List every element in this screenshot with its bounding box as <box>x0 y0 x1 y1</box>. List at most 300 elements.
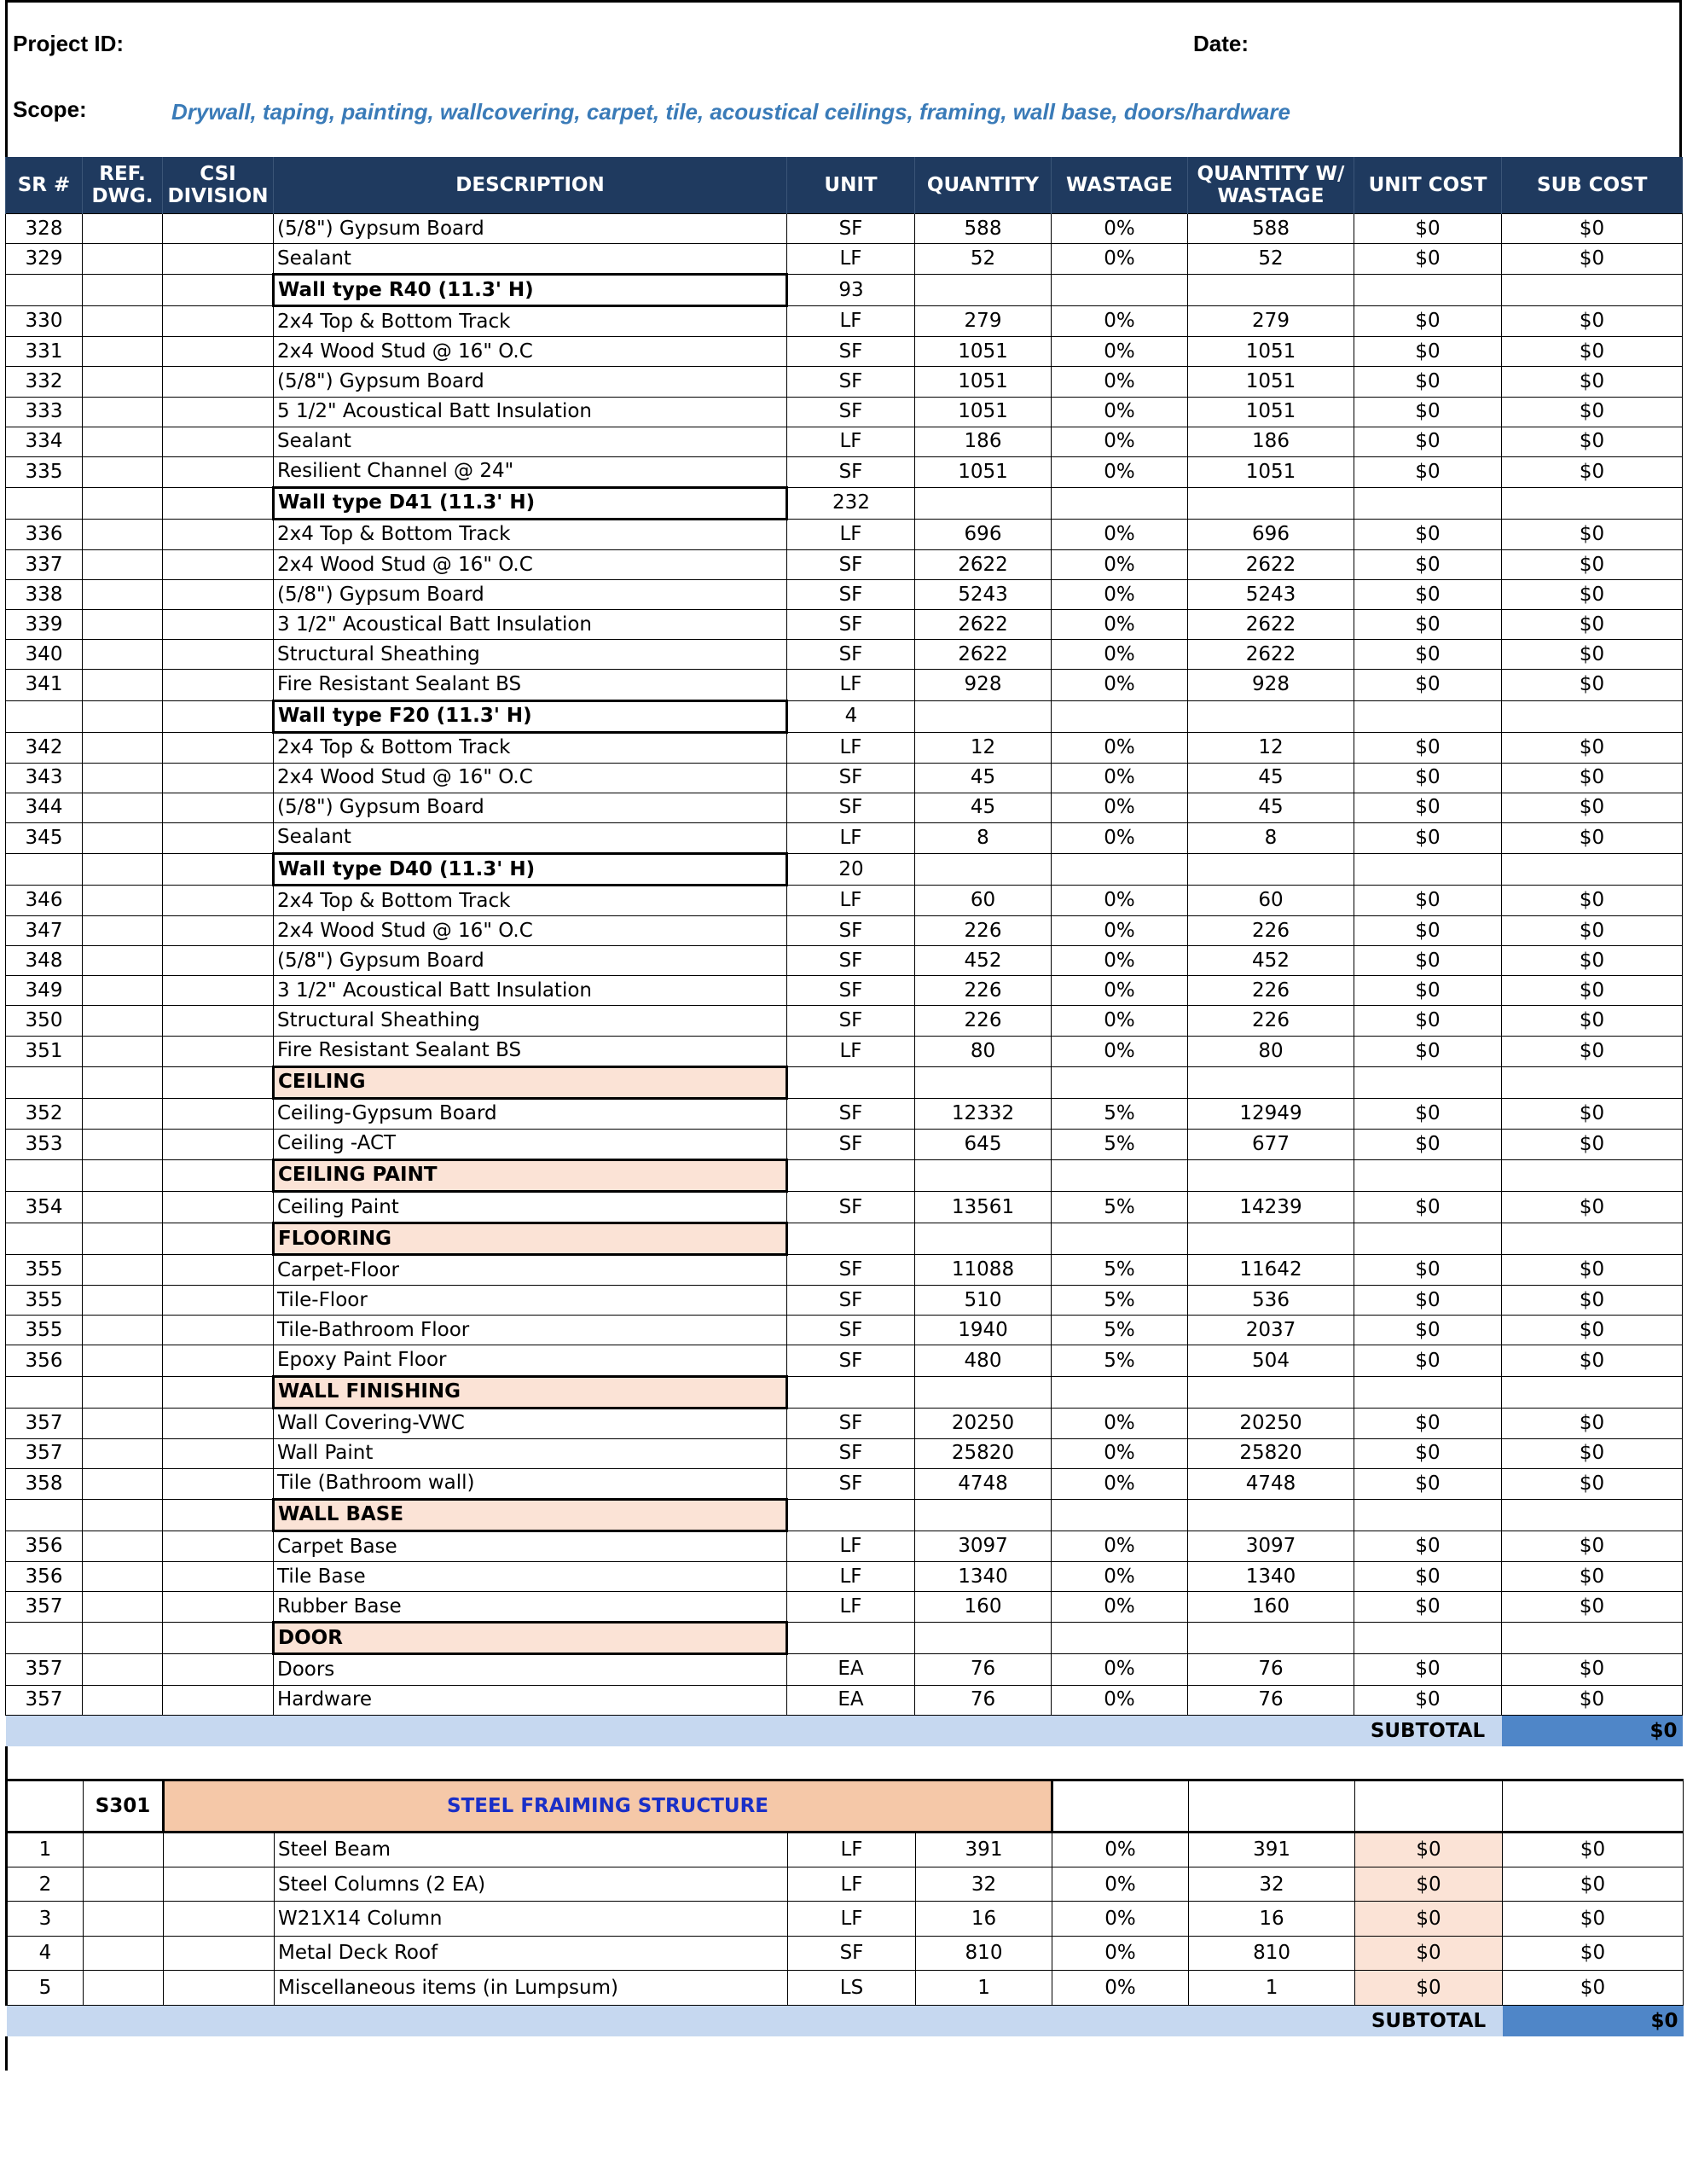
csi-cell <box>163 1066 274 1098</box>
unit-cell: LF <box>787 822 915 853</box>
table-row <box>6 793 1683 822</box>
ref-dwg-cell <box>83 427 163 456</box>
empty-cell <box>1052 275 1188 306</box>
table-row <box>6 1286 1683 1316</box>
quantity-with-wastage-cell: 2622 <box>1188 550 1354 580</box>
sr-cell: 333 <box>6 397 83 427</box>
ref-dwg-cell <box>83 337 163 367</box>
table-row <box>6 306 1683 337</box>
ref-dwg-cell <box>83 1066 163 1098</box>
quantity-cell: 2622 <box>915 550 1052 580</box>
description-cell: Epoxy Paint Floor <box>274 1345 787 1376</box>
description-cell: Carpet Base <box>274 1531 787 1562</box>
quantity-cell: 928 <box>915 670 1052 700</box>
wastage-cell: 0% <box>1052 886 1188 916</box>
unit-cell: SF <box>787 1098 915 1129</box>
sr-cell: 353 <box>6 1129 83 1159</box>
unit-cost-cell: $0 <box>1354 732 1502 763</box>
quantity-with-wastage-cell: 25820 <box>1188 1438 1354 1468</box>
section-label: CEILING <box>274 1066 787 1098</box>
quantity-cell: 11088 <box>915 1255 1052 1286</box>
table-row <box>6 610 1683 640</box>
empty-cell <box>1188 1223 1354 1255</box>
table-row <box>6 1562 1683 1592</box>
ref-dwg-cell <box>84 1832 164 1867</box>
sr-cell <box>6 1159 83 1191</box>
wall-type-row <box>6 700 1683 732</box>
table-row <box>6 397 1683 427</box>
sub-cost-cell: $0 <box>1503 1867 1684 1901</box>
unit-cell: SF <box>787 793 915 822</box>
description-cell: Sealant <box>274 427 787 456</box>
quantity-with-wastage-cell: 1 <box>1189 1971 1355 2005</box>
sr-cell: 356 <box>6 1345 83 1376</box>
wall-length-cell: 232 <box>787 487 915 519</box>
steel-section-title: STEEL FRAIMING STRUCTURE <box>164 1780 1052 1832</box>
quantity-with-wastage-cell: 76 <box>1188 1654 1354 1685</box>
sr-cell <box>6 1223 83 1255</box>
quantity-cell: 32 <box>916 1867 1052 1901</box>
wastage-cell: 0% <box>1052 1408 1188 1438</box>
col-description: DESCRIPTION <box>274 157 787 214</box>
unit-cell: LF <box>788 1902 916 1936</box>
quantity-cell: 510 <box>915 1286 1052 1316</box>
sub-cost-cell: $0 <box>1503 1902 1684 1936</box>
col-csi-division: CSI DIVISION <box>163 157 274 214</box>
col-ref-dwg: REF. DWG. <box>83 157 163 214</box>
ref-dwg-cell <box>83 610 163 640</box>
table-row <box>6 1255 1683 1286</box>
empty-cell <box>1188 1066 1354 1098</box>
unit-cost-cell: $0 <box>1354 1036 1502 1066</box>
unit-cell: LF <box>787 1036 915 1066</box>
unit-cost-cell: $0 <box>1354 1286 1502 1316</box>
ref-dwg-cell <box>83 1685 163 1715</box>
unit-cell: SF <box>787 397 915 427</box>
unit-cost-cell: $0 <box>1354 976 1502 1006</box>
wall-length-cell <box>787 1066 915 1098</box>
quantity-with-wastage-cell: 160 <box>1188 1592 1354 1623</box>
sr-cell: 346 <box>6 886 83 916</box>
empty-cell <box>1052 853 1188 885</box>
description-cell: Miscellaneous items (in Lumpsum) <box>275 1971 788 2005</box>
description-cell: Structural Sheathing <box>274 640 787 670</box>
sr-cell: 337 <box>6 550 83 580</box>
wastage-cell: 0% <box>1052 306 1188 337</box>
empty-cell <box>1502 275 1683 306</box>
sr-cell: 355 <box>6 1316 83 1345</box>
csi-cell <box>163 1408 274 1438</box>
empty-cell <box>1052 1623 1188 1654</box>
quantity-with-wastage-cell: 32 <box>1189 1867 1355 1901</box>
csi-cell <box>164 1971 275 2005</box>
unit-cell: SF <box>787 1468 915 1499</box>
unit-cost-cell: $0 <box>1354 214 1502 244</box>
unit-cell: SF <box>787 916 915 946</box>
unit-cell: SF <box>787 1006 915 1036</box>
csi-cell <box>164 1832 275 1867</box>
quantity-with-wastage-cell: 677 <box>1188 1129 1354 1159</box>
wastage-cell: 0% <box>1052 244 1188 275</box>
sub-cost-cell: $0 <box>1502 1654 1683 1685</box>
sr-cell <box>6 1499 83 1531</box>
sub-cost-cell: $0 <box>1502 1592 1683 1623</box>
ref-dwg-cell <box>83 1438 163 1468</box>
description-cell: Fire Resistant Sealant BS <box>274 1036 787 1066</box>
unit-cell: SF <box>787 1255 915 1286</box>
ref-dwg-cell <box>83 275 163 306</box>
quantity-cell: 16 <box>916 1902 1052 1936</box>
description-cell: (5/8") Gypsum Board <box>274 580 787 610</box>
unit-cost-cell: $0 <box>1354 1592 1502 1623</box>
ref-dwg-cell <box>83 1408 163 1438</box>
empty-cell <box>1052 700 1188 732</box>
section-label: WALL BASE <box>274 1499 787 1531</box>
quantity-cell: 8 <box>915 822 1052 853</box>
csi-cell <box>163 1192 274 1223</box>
description-cell: Wall Paint <box>274 1438 787 1468</box>
quantity-cell: 452 <box>915 946 1052 976</box>
wall-length-cell <box>787 1159 915 1191</box>
quantity-cell: 1051 <box>915 337 1052 367</box>
description-cell: Steel Beam <box>275 1832 788 1867</box>
unit-cost-cell: $0 <box>1354 337 1502 367</box>
unit-cost-cell: $0 <box>1355 1867 1503 1901</box>
sr-cell: 357 <box>6 1408 83 1438</box>
quantity-cell: 13561 <box>915 1192 1052 1223</box>
ref-dwg-cell <box>83 244 163 275</box>
quantity-with-wastage-cell: 20250 <box>1188 1408 1354 1438</box>
empty-cell <box>1354 1223 1502 1255</box>
table-row <box>6 427 1683 456</box>
unit-cell: SF <box>787 214 915 244</box>
quantity-cell: 5243 <box>915 580 1052 610</box>
unit-cell: LF <box>787 1531 915 1562</box>
quantity-cell: 12 <box>915 732 1052 763</box>
csi-cell <box>163 244 274 275</box>
sub-cost-cell: $0 <box>1502 822 1683 853</box>
ref-dwg-cell <box>83 916 163 946</box>
ref-dwg-cell <box>83 976 163 1006</box>
wastage-cell: 0% <box>1052 793 1188 822</box>
wastage-cell: 0% <box>1052 580 1188 610</box>
ref-dwg-cell <box>83 1623 163 1654</box>
ref-dwg-cell <box>83 456 163 487</box>
wastage-cell: 0% <box>1052 1936 1189 1970</box>
quantity-with-wastage-cell: 12949 <box>1188 1098 1354 1129</box>
quantity-cell: 4748 <box>915 1468 1052 1499</box>
unit-cell: SF <box>787 1192 915 1223</box>
unit-cell: LF <box>787 670 915 700</box>
col-wastage: WASTAGE <box>1052 157 1188 214</box>
csi-cell <box>163 337 274 367</box>
csi-cell <box>163 1592 274 1623</box>
ref-dwg-cell <box>83 700 163 732</box>
scope-value: Drywall, taping, painting, wallcovering, carpet, tile, acoustical ceilings, framing, wall base, doors/hardware <box>171 99 1290 125</box>
empty-cell <box>1052 1223 1188 1255</box>
ref-dwg-cell <box>84 1902 164 1936</box>
description-cell: Tile (Bathroom wall) <box>274 1468 787 1499</box>
sr-cell: 357 <box>6 1592 83 1623</box>
quantity-with-wastage-cell: 588 <box>1188 214 1354 244</box>
sr-cell: 355 <box>6 1286 83 1316</box>
csi-cell <box>163 456 274 487</box>
ref-dwg-cell <box>83 1316 163 1345</box>
unit-cost-cell: $0 <box>1354 1438 1502 1468</box>
section-label: DOOR <box>274 1623 787 1654</box>
description-cell: Carpet-Floor <box>274 1255 787 1286</box>
sr-cell: 328 <box>6 214 83 244</box>
ref-dwg-cell <box>83 1531 163 1562</box>
sub-cost-cell: $0 <box>1502 519 1683 549</box>
quantity-cell: 696 <box>915 519 1052 549</box>
sr-cell <box>6 853 83 885</box>
table-row <box>6 946 1683 976</box>
sr-cell <box>6 700 83 732</box>
description-cell: 2x4 Top & Bottom Track <box>274 519 787 549</box>
description-cell: Structural Sheathing <box>274 1006 787 1036</box>
sr-cell: 340 <box>6 640 83 670</box>
csi-cell <box>163 1255 274 1286</box>
sr-cell: 347 <box>6 916 83 946</box>
csi-cell <box>163 1316 274 1345</box>
quantity-with-wastage-cell: 696 <box>1188 519 1354 549</box>
empty-cell <box>915 275 1052 306</box>
empty-cell <box>915 1223 1052 1255</box>
empty-cell <box>1052 487 1188 519</box>
sub-cost-cell: $0 <box>1502 1036 1683 1066</box>
ref-dwg-cell <box>83 397 163 427</box>
quantity-with-wastage-cell: 1051 <box>1188 456 1354 487</box>
sub-cost-cell: $0 <box>1502 306 1683 337</box>
quantity-cell: 2622 <box>915 610 1052 640</box>
sub-cost-cell: $0 <box>1502 976 1683 1006</box>
unit-cell: SF <box>787 1438 915 1468</box>
sub-cost-cell: $0 <box>1502 1345 1683 1376</box>
description-cell: Metal Deck Roof <box>275 1936 788 1970</box>
ref-dwg-cell <box>83 1036 163 1066</box>
unit-cost-cell: $0 <box>1354 1098 1502 1129</box>
steel-row <box>7 1832 1684 1867</box>
quantity-with-wastage-cell: 1051 <box>1188 367 1354 397</box>
quantity-with-wastage-cell: 536 <box>1188 1286 1354 1316</box>
description-cell: 3 1/2" Acoustical Batt Insulation <box>274 976 787 1006</box>
unit-cost-cell: $0 <box>1354 1654 1502 1685</box>
csi-cell <box>163 1006 274 1036</box>
quantity-with-wastage-cell: 12 <box>1188 732 1354 763</box>
wastage-cell: 5% <box>1052 1098 1188 1129</box>
wall-length-cell <box>787 1376 915 1408</box>
empty-cell <box>1502 1376 1683 1408</box>
empty-cell <box>1188 1376 1354 1408</box>
steel-rows <box>7 1780 1684 2005</box>
unit-cell: SF <box>787 1286 915 1316</box>
csi-cell <box>163 763 274 793</box>
unit-cell: LF <box>787 1592 915 1623</box>
section-header-row <box>6 1223 1683 1255</box>
unit-cost-cell: $0 <box>1354 640 1502 670</box>
sub-cost-cell: $0 <box>1502 550 1683 580</box>
unit-cost-cell: $0 <box>1354 610 1502 640</box>
quantity-cell: 1051 <box>915 397 1052 427</box>
empty-cell <box>1354 1499 1502 1531</box>
wastage-cell: 0% <box>1052 976 1188 1006</box>
quantity-with-wastage-cell: 3097 <box>1188 1531 1354 1562</box>
unit-cost-cell: $0 <box>1354 519 1502 549</box>
quantity-cell: 80 <box>915 1036 1052 1066</box>
wall-type-row <box>6 275 1683 306</box>
sub-cost-cell: $0 <box>1502 1192 1683 1223</box>
sub-cost-cell: $0 <box>1502 1408 1683 1438</box>
csi-cell <box>163 670 274 700</box>
quantity-with-wastage-cell: 1340 <box>1188 1562 1354 1592</box>
csi-cell <box>164 1867 275 1901</box>
ref-dwg-cell <box>83 670 163 700</box>
col-quantity: QUANTITY <box>915 157 1052 214</box>
sub-cost-cell: $0 <box>1502 1006 1683 1036</box>
ref-dwg-cell <box>83 1376 163 1408</box>
ref-dwg-cell <box>83 732 163 763</box>
quantity-cell: 226 <box>915 1006 1052 1036</box>
csi-cell <box>163 1438 274 1468</box>
sr-cell: 354 <box>6 1192 83 1223</box>
unit-cost-cell: $0 <box>1354 916 1502 946</box>
sr-cell: 334 <box>6 427 83 456</box>
unit-cost-cell: $0 <box>1354 946 1502 976</box>
unit-cell: SF <box>788 1936 916 1970</box>
quantity-cell: 20250 <box>915 1408 1052 1438</box>
csi-cell <box>163 306 274 337</box>
sub-cost-cell: $0 <box>1502 1255 1683 1286</box>
table-row <box>6 1438 1683 1468</box>
wall-length-cell <box>787 1499 915 1531</box>
unit-cost-cell: $0 <box>1354 367 1502 397</box>
quantity-with-wastage-cell: 1051 <box>1188 337 1354 367</box>
section-header-row <box>6 1499 1683 1531</box>
wastage-cell: 0% <box>1052 1971 1189 2005</box>
table-row <box>6 1408 1683 1438</box>
unit-cell: SF <box>787 1129 915 1159</box>
unit-cost-cell: $0 <box>1354 763 1502 793</box>
ref-dwg-cell <box>83 1345 163 1376</box>
quantity-cell: 279 <box>915 306 1052 337</box>
quantity-with-wastage-cell: 186 <box>1188 427 1354 456</box>
subtotal-label: SUBTOTAL <box>1354 1715 1502 1746</box>
unit-cost-cell: $0 <box>1354 397 1502 427</box>
sr-cell: 3 <box>7 1902 84 1936</box>
estimate-rows <box>6 214 1683 1716</box>
empty-cell <box>915 1376 1052 1408</box>
ref-dwg-cell <box>83 306 163 337</box>
sub-cost-cell: $0 <box>1502 670 1683 700</box>
unit-cost-cell: $0 <box>1355 1936 1503 1970</box>
ref-dwg-cell <box>83 1562 163 1592</box>
quantity-cell: 160 <box>915 1592 1052 1623</box>
wastage-cell: 5% <box>1052 1129 1188 1159</box>
table-row <box>6 1036 1683 1066</box>
empty-cell <box>1354 487 1502 519</box>
ref-dwg-cell <box>83 487 163 519</box>
section-header-row <box>6 1623 1683 1654</box>
sr-cell <box>6 1376 83 1408</box>
unit-cell: LF <box>788 1832 916 1867</box>
sub-cost-cell: $0 <box>1502 793 1683 822</box>
unit-cost-cell: $0 <box>1354 306 1502 337</box>
quantity-cell: 588 <box>915 214 1052 244</box>
empty-cell <box>1502 1623 1683 1654</box>
csi-cell <box>163 580 274 610</box>
csi-cell <box>163 1499 274 1531</box>
estimate-sheet <box>5 0 1682 2071</box>
quantity-cell: 45 <box>915 793 1052 822</box>
sr-cell: 357 <box>6 1438 83 1468</box>
wastage-cell: 0% <box>1052 1006 1188 1036</box>
sub-cost-cell: $0 <box>1502 1438 1683 1468</box>
unit-cell: SF <box>787 640 915 670</box>
section-header-row <box>6 1376 1683 1408</box>
steel-title-row <box>7 1780 1684 1832</box>
sr-cell: 336 <box>6 519 83 549</box>
csi-cell <box>163 550 274 580</box>
csi-cell <box>163 946 274 976</box>
subtotal-row <box>6 1715 1683 1746</box>
empty-cell <box>1502 1499 1683 1531</box>
description-cell: Wall Covering-VWC <box>274 1408 787 1438</box>
section-label: CEILING PAINT <box>274 1159 787 1191</box>
wastage-cell: 0% <box>1052 732 1188 763</box>
table-row <box>6 640 1683 670</box>
sr-cell: 358 <box>6 1468 83 1499</box>
unit-cost-cell: $0 <box>1354 1685 1502 1715</box>
unit-cell: SF <box>787 1316 915 1345</box>
wastage-cell: 0% <box>1052 1438 1188 1468</box>
ref-dwg-cell <box>84 1936 164 1970</box>
quantity-with-wastage-cell: 2622 <box>1188 610 1354 640</box>
ref-dwg-cell <box>83 1129 163 1159</box>
sr-cell: 4 <box>7 1936 84 1970</box>
csi-cell <box>163 1685 274 1715</box>
empty-cell <box>1052 1376 1188 1408</box>
csi-cell <box>163 1654 274 1685</box>
description-cell: Tile Base <box>274 1562 787 1592</box>
wastage-cell: 0% <box>1052 550 1188 580</box>
empty-cell <box>1502 487 1683 519</box>
quantity-cell: 1940 <box>915 1316 1052 1345</box>
sub-cost-cell: $0 <box>1502 1286 1683 1316</box>
unit-cost-cell: $0 <box>1354 427 1502 456</box>
unit-cell: LF <box>787 306 915 337</box>
empty-cell <box>1188 700 1354 732</box>
sr-cell: 331 <box>6 337 83 367</box>
unit-cell: LF <box>787 1562 915 1592</box>
steel-ref-dwg: S301 <box>84 1780 164 1832</box>
description-cell: 2x4 Wood Stud @ 16" O.C <box>274 550 787 580</box>
csi-cell <box>163 1223 274 1255</box>
empty-cell <box>1188 1623 1354 1654</box>
unit-cost-cell: $0 <box>1354 1316 1502 1345</box>
description-cell: (5/8") Gypsum Board <box>274 946 787 976</box>
empty-cell <box>1354 275 1502 306</box>
sub-cost-cell: $0 <box>1502 397 1683 427</box>
table-row <box>6 244 1683 275</box>
sub-cost-cell: $0 <box>1502 1562 1683 1592</box>
description-cell: Tile-Bathroom Floor <box>274 1316 787 1345</box>
empty-cell <box>1354 1066 1502 1098</box>
sub-cost-cell: $0 <box>1502 1685 1683 1715</box>
steel-table <box>5 1779 1684 2036</box>
steel-row <box>7 1902 1684 1936</box>
unit-cell: SF <box>787 976 915 1006</box>
